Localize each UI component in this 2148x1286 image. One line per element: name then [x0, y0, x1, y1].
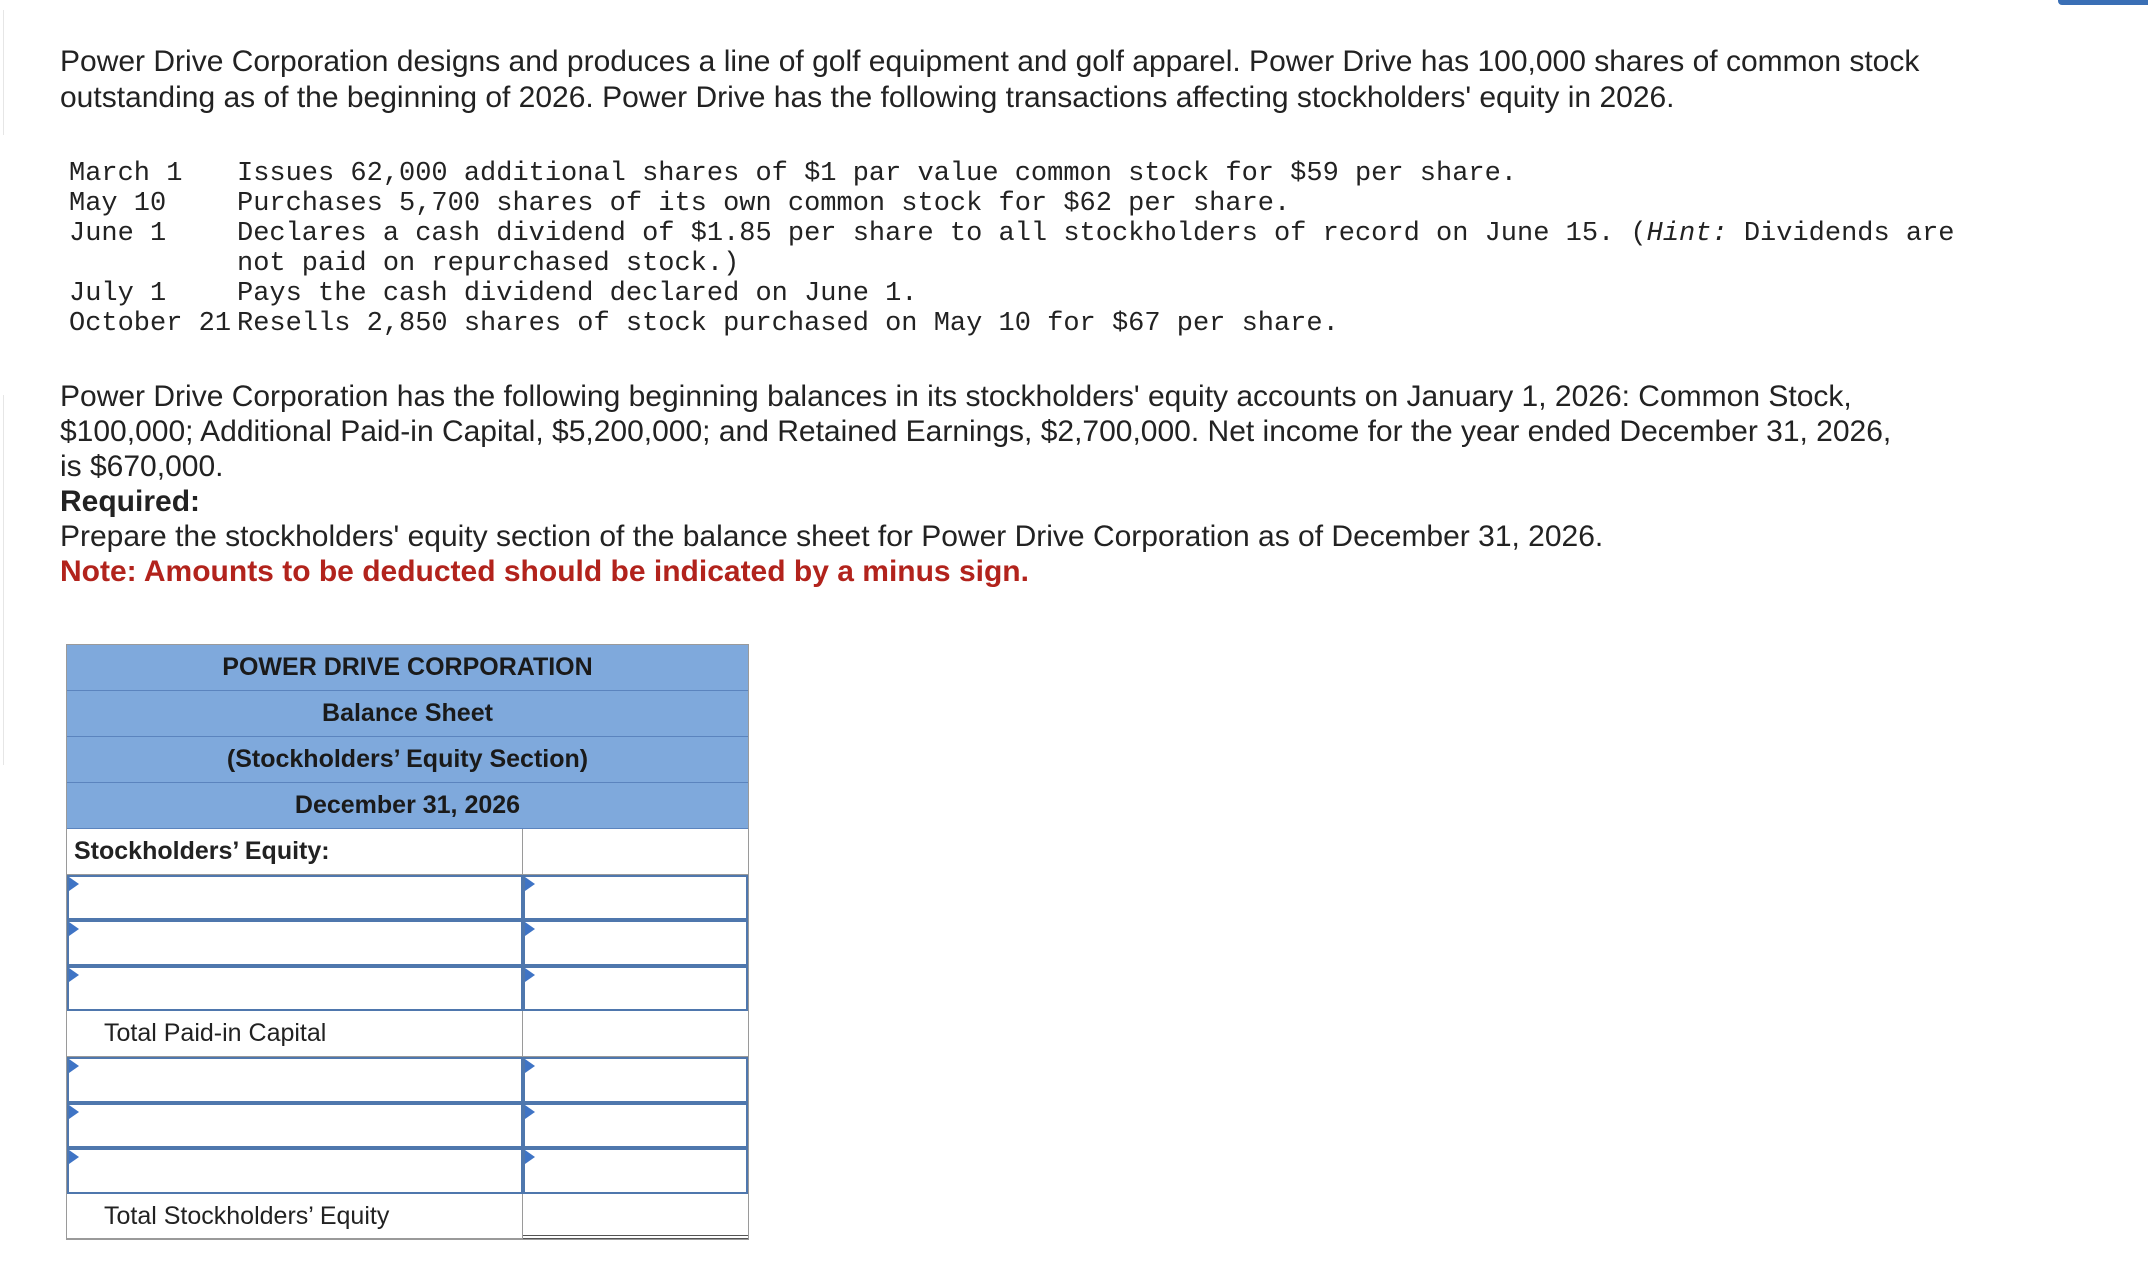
beginning-balances-paragraph: Power Drive Corporation has the following beginning balances in its stockholders' equity accounts on January 1, 2026: Common Stock, $100,000; Additional Paid-in Capital, $5,200,000; and Retained Earnings, $2,700,000. Net income for the year ended December 31, 2026, is $670,000. — [60, 380, 1892, 483]
statement-title-header: Balance Sheet — [67, 691, 748, 737]
transaction-description: Purchases 5,700 shares of its own common stock for $62 per share. — [237, 189, 1291, 219]
amount-input[interactable] — [523, 920, 748, 966]
table-row — [67, 1057, 748, 1103]
account-dropdown[interactable] — [67, 1057, 523, 1103]
account-dropdown[interactable] — [67, 920, 523, 966]
total-stockholders-equity-label: Total Stockholders’ Equity — [67, 1194, 523, 1240]
intro-paragraph: Power Drive Corporation designs and produces a line of golf equipment and golf apparel. Power Drive has 100,000 shares of common stock outstanding as of the beginning of 2026. Power Drive has the following transactions affecting stockholders' equity in 2026. — [60, 45, 1920, 114]
table-row — [67, 966, 748, 1012]
transaction-description — [237, 219, 1997, 279]
company-name-header: POWER DRIVE CORPORATION — [67, 645, 748, 691]
transaction-row — [69, 219, 1997, 279]
top-right-tab — [2058, 0, 2148, 5]
section-heading-label: Stockholders’ Equity: — [67, 829, 523, 875]
transaction-date: March 1 — [69, 159, 183, 189]
total-paid-in-capital-row — [67, 1011, 748, 1057]
transaction-text: Dividends are not paid on repurchased stock.) — [237, 219, 1971, 279]
transaction-row — [69, 279, 1997, 309]
transaction-text: Declares a cash dividend of $1.85 per share to all stockholders of record on June 15. ( — [237, 219, 1647, 249]
amount-input[interactable] — [523, 1103, 748, 1149]
transaction-date: October 21 — [69, 309, 232, 339]
amount-input[interactable] — [523, 1057, 748, 1103]
table-row — [67, 1103, 748, 1149]
transaction-row — [69, 189, 1997, 219]
transaction-date: June 1 — [69, 219, 167, 249]
transaction-date: May 10 — [69, 189, 167, 219]
section-heading-row — [67, 829, 748, 875]
hint-label: Hint: — [1646, 219, 1728, 249]
required-label: Required: — [60, 485, 201, 518]
statement-subtitle-header: (Stockholders’ Equity Section) — [67, 737, 748, 783]
table-row — [67, 875, 748, 921]
amount-input[interactable] — [523, 1148, 748, 1194]
transaction-description: Issues 62,000 additional shares of $1 par value common stock for $59 per share. — [237, 159, 1518, 189]
transaction-row — [69, 309, 1997, 339]
total-paid-in-capital-label: Total Paid-in Capital — [67, 1011, 523, 1057]
transaction-row — [69, 159, 1997, 189]
balance-sheet-table — [66, 644, 749, 1240]
transaction-date: July 1 — [69, 279, 167, 309]
amount-input[interactable] — [523, 966, 748, 1012]
statement-date-header: December 31, 2026 — [67, 783, 748, 829]
amount-input[interactable] — [523, 875, 748, 921]
instruction-text: Prepare the stockholders' equity section of the balance sheet for Power Drive Corporation as of December 31, 2026. — [60, 520, 1604, 553]
total-paid-in-capital-amount — [523, 1011, 748, 1057]
transactions-list — [69, 159, 1997, 339]
left-edge-mark — [0, 395, 4, 765]
table-row — [67, 1148, 748, 1194]
note-text: Note: Amounts to be deducted should be indicated by a minus sign. — [60, 555, 1029, 588]
transaction-description: Resells 2,850 shares of stock purchased on May 10 for $67 per share. — [237, 309, 1339, 339]
total-stockholders-equity-amount — [523, 1194, 748, 1240]
account-dropdown[interactable] — [67, 1103, 523, 1149]
section-heading-amount-cell — [523, 829, 748, 875]
total-stockholders-equity-row — [67, 1194, 748, 1240]
transaction-description: Pays the cash dividend declared on June 1. — [237, 279, 918, 309]
left-edge-mark — [0, 10, 4, 135]
account-dropdown[interactable] — [67, 1148, 523, 1194]
account-dropdown[interactable] — [67, 875, 523, 921]
table-row — [67, 920, 748, 966]
account-dropdown[interactable] — [67, 966, 523, 1012]
